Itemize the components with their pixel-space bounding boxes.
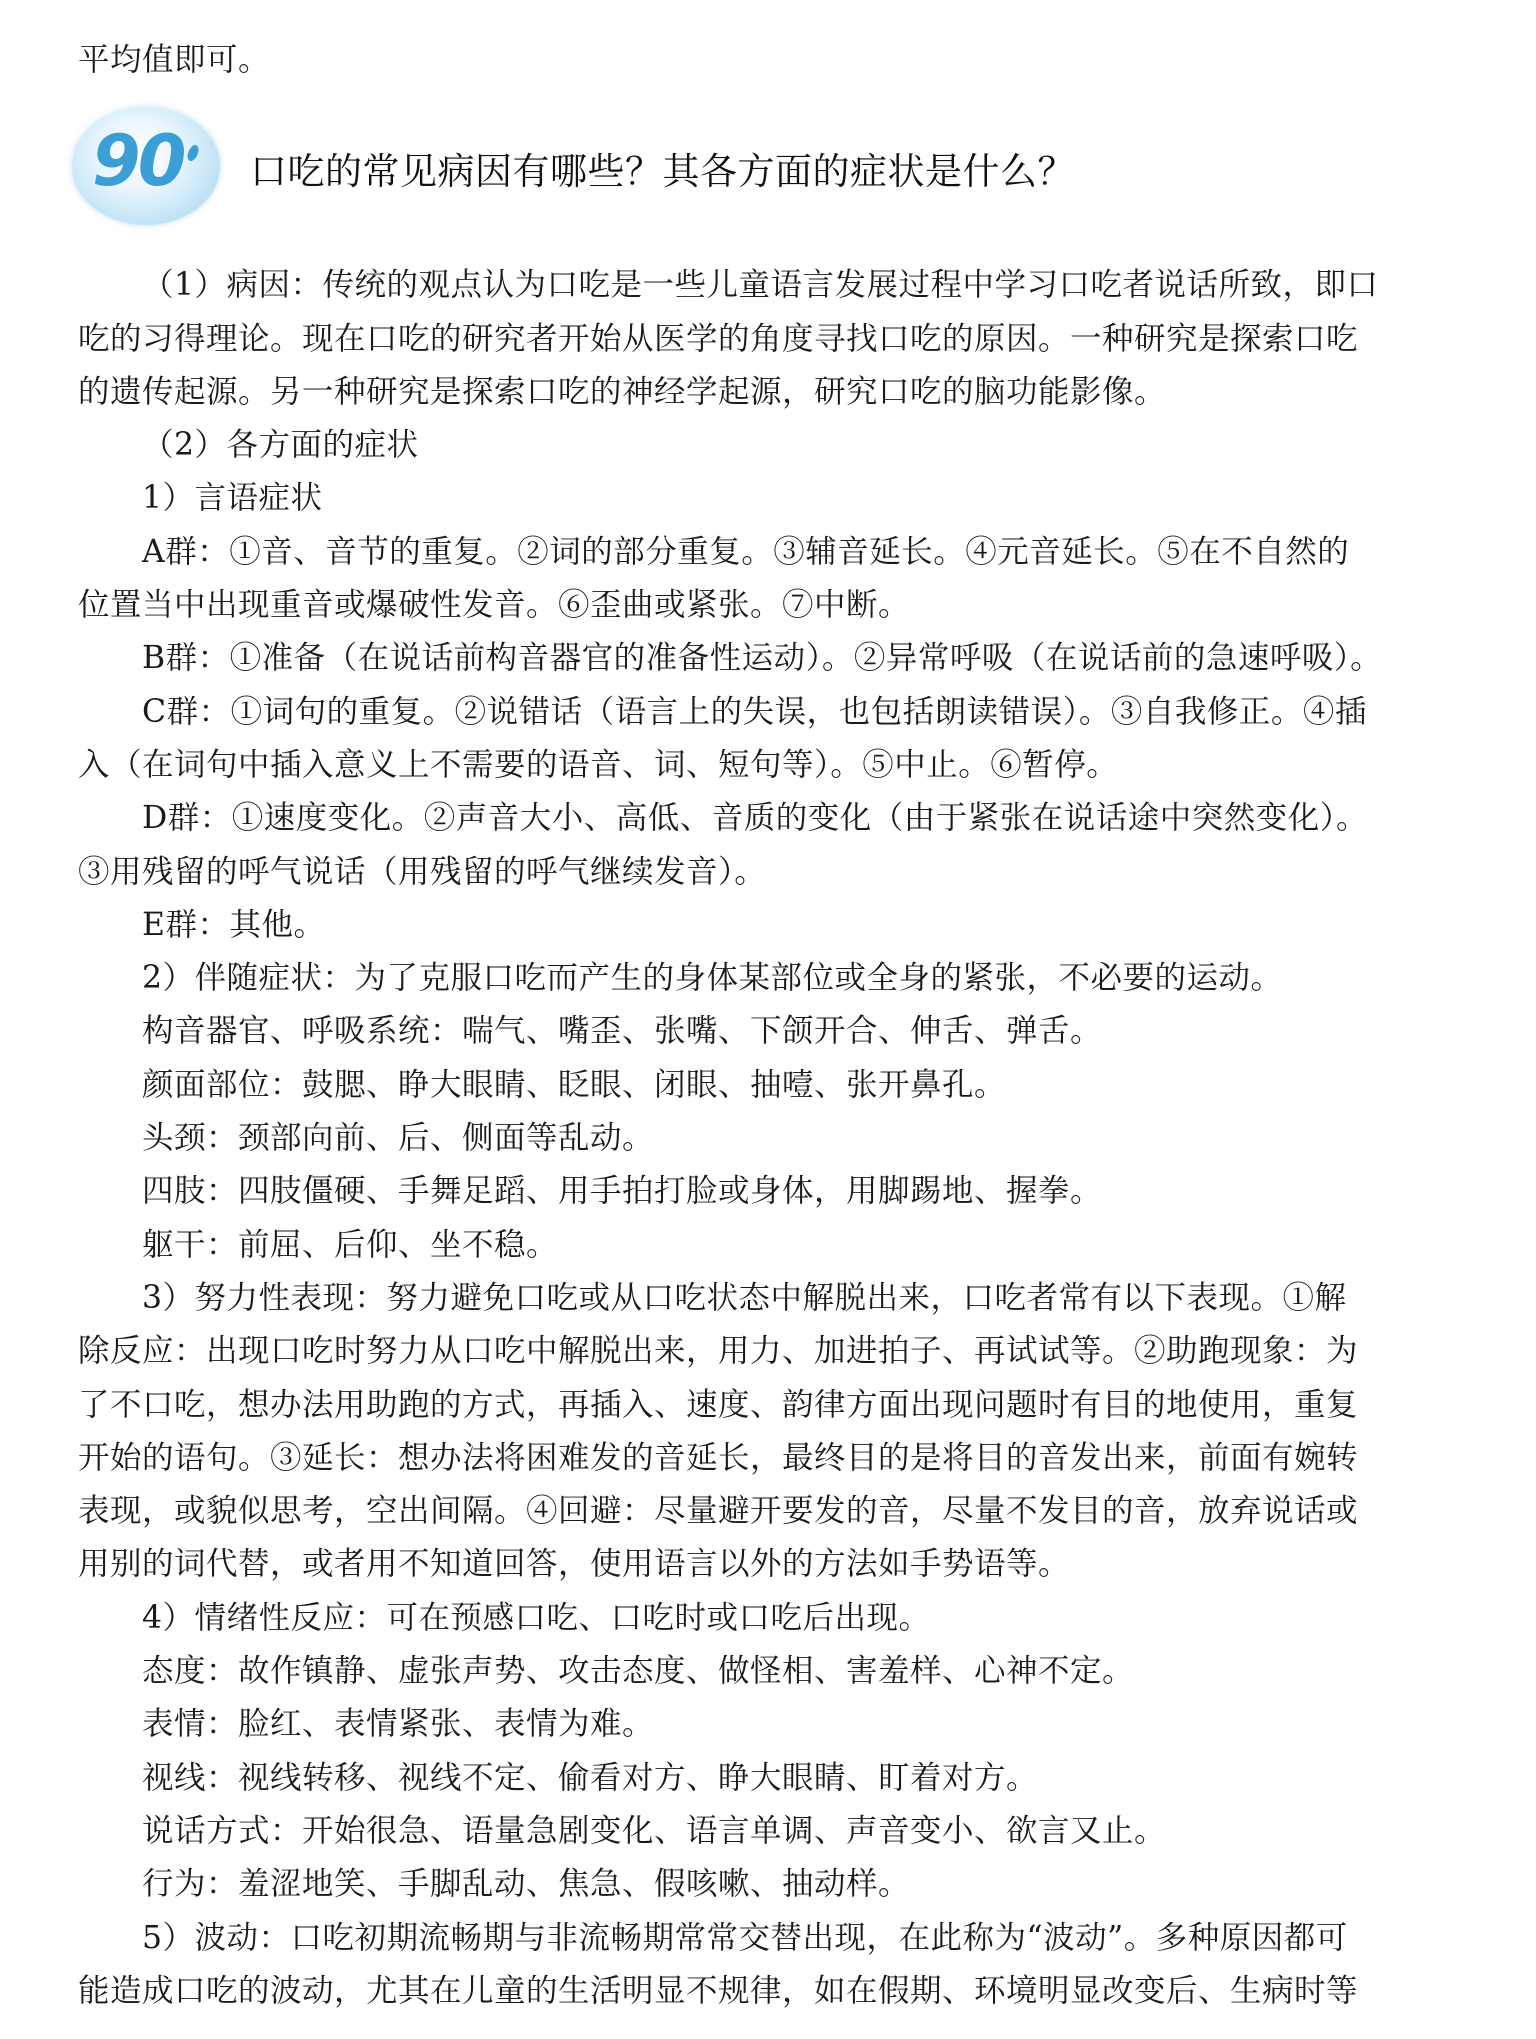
body-line: 用别的词代替，或者用不知道回答，使用语言以外的方法如手势语等。 — [78, 1546, 1071, 1583]
body-line: 3）努力性表现：努力避免口吃或从口吃状态中解脱出来，口吃者常有以下表现。①解 — [142, 1279, 1347, 1316]
body-line: 4）情绪性反应：可在预感口吃、口吃时或口吃后出现。 — [142, 1599, 931, 1636]
body-line: 说话方式：开始很急、语量急剧变化、语言单调、声音变小、欲言又止。 — [142, 1812, 1167, 1849]
body-line: 开始的语句。③延长：想办法将困难发的音延长，最终目的是将目的音发出来，前面有婉转 — [78, 1439, 1359, 1476]
body-line: 入（在词句中插入意义上不需要的语音、词、短句等）。⑤中止。⑥暂停。 — [78, 746, 1119, 783]
body-line: ③用残留的呼气说话（用残留的呼气继续发音）。 — [78, 853, 767, 890]
document-page — [78, 0, 1456, 2018]
body-line: A群：①音、音节的重复。②词的部分重复。③辅音延长。④元音延长。⑤在不自然的 — [142, 533, 1350, 570]
body-line: B群：①准备（在说话前构音器官的准备性运动）。②异常呼吸（在说话前的急速呼吸）。 — [142, 640, 1383, 677]
body-line: 了不口吃，想办法用助跑的方式，再插入、速度、韵律方面出现问题时有目的地使用，重复 — [78, 1386, 1359, 1423]
body-line: 躯干：前屈、后仰、坐不稳。 — [142, 1226, 559, 1263]
question-number: 90 — [92, 120, 184, 203]
body-line: 视线：视线转移、视线不定、偷看对方、睁大眼睛、盯着对方。 — [142, 1759, 1039, 1796]
body-line: E群：其他。 — [142, 906, 326, 943]
body-line: 四肢：四肢僵硬、手舞足蹈、用手拍打脸或身体，用脚踢地、握拳。 — [142, 1173, 1103, 1210]
body-line: 1）言语症状 — [142, 480, 323, 517]
intro-line: 平均值即可。 — [78, 42, 271, 78]
question-number-badge — [72, 107, 220, 225]
question-title: 口吃的常见病因有哪些？其各方面的症状是什么？ — [250, 150, 1075, 194]
body-line: 表现，或貌似思考，空出间隔。④回避：尽量避开要发的音，尽量不发目的音，放弃说话或 — [78, 1493, 1359, 1530]
body-line: 能造成口吃的波动，尤其在儿童的生活明显不规律，如在假期、环境明显改变后、生病时等 — [78, 1972, 1359, 2009]
body-line: （1）病因：传统的观点认为口吃是一些儿童语言发展过程中学习口吃者说话所致，即口 — [142, 267, 1379, 304]
body-line: （2）各方面的症状 — [142, 427, 419, 464]
body-line: 态度：故作镇静、虚张声势、攻击态度、做怪相、害羞样、心神不定。 — [142, 1653, 1135, 1690]
question-heading — [78, 107, 1456, 237]
body-line: 5）波动：口吃初期流畅期与非流畅期常常交替出现，在此称为“波动”。多种原因都可 — [142, 1919, 1348, 1956]
badge-dot-icon — [186, 145, 200, 161]
body-line: 行为：羞涩地笑、手脚乱动、焦急、假咳嗽、抽动样。 — [142, 1866, 911, 1903]
body-line: 位置当中出现重音或爆破性发音。⑥歪曲或紧张。⑦中断。 — [78, 587, 911, 624]
body-line: 吃的习得理论。现在口吃的研究者开始从医学的角度寻找口吃的原因。一种研究是探索口吃 — [78, 320, 1359, 357]
body-line: 表情：脸红、表情紧张、表情为难。 — [142, 1706, 655, 1743]
body-line: C群：①词句的重复。②说错话（语言上的失误，也包括朗读错误）。③自我修正。④插 — [142, 693, 1367, 730]
body-line: 头颈：颈部向前、后、侧面等乱动。 — [142, 1120, 655, 1157]
body-text — [78, 259, 1456, 2018]
body-line: 的遗传起源。另一种研究是探索口吃的神经学起源，研究口吃的脑功能影像。 — [78, 373, 1167, 410]
body-line: D群：①速度变化。②声音大小、高低、音质的变化（由于紧张在说话途中突然变化）。 — [142, 800, 1369, 837]
body-line: 构音器官、呼吸系统：喘气、嘴歪、张嘴、下颌开合、伸舌、弹舌。 — [142, 1013, 1103, 1050]
body-line: 颜面部位：鼓腮、睁大眼睛、眨眼、闭眼、抽噎、张开鼻孔。 — [142, 1066, 1007, 1103]
body-line: 2）伴随症状：为了克服口吃而产生的身体某部位或全身的紧张，不必要的运动。 — [142, 960, 1283, 997]
body-line: 除反应：出现口吃时努力从口吃中解脱出来，用力、加进拍子、再试试等。②助跑现象：为 — [78, 1333, 1359, 1370]
